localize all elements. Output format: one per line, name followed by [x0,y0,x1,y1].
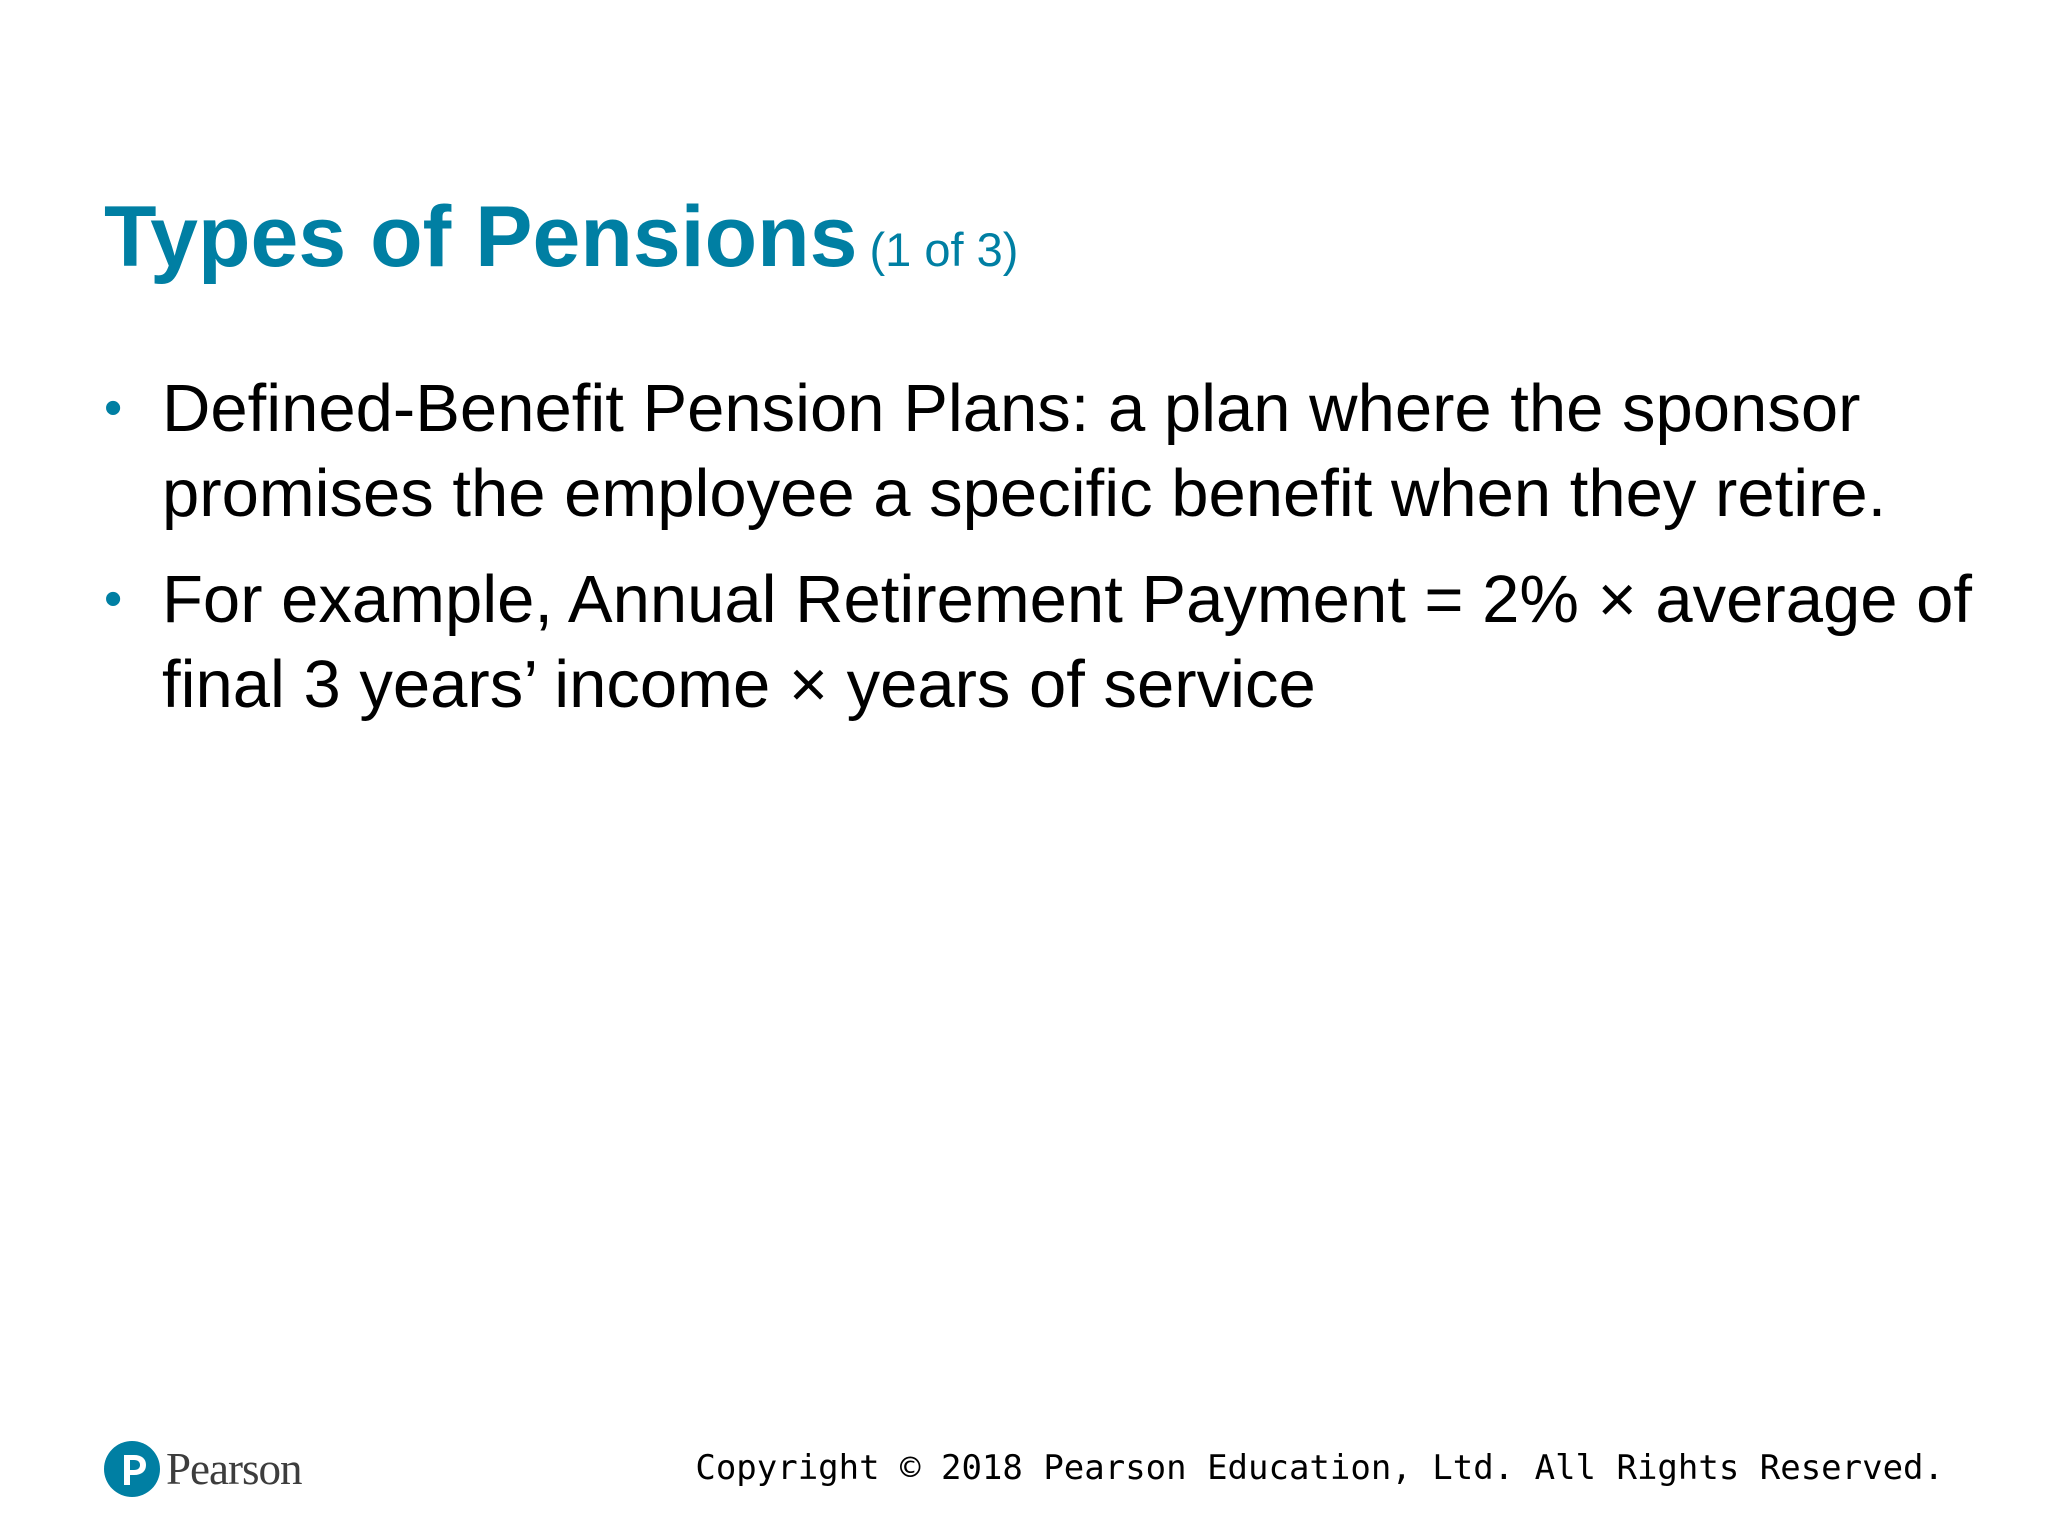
bullet-list [104,366,1984,748]
pearson-p-logo-icon [104,1441,160,1497]
bullet-text: Defined-Benefit Pension Plans: a plan where the sponsor promises the employee a specific benefit when they retire. [162,371,1887,531]
slide-title [104,190,1944,285]
title-page-indicator: (1 of 3) [869,223,1019,276]
pearson-logo [104,1437,301,1501]
bullet-text: For example, Annual Retirement Payment = 2% × average of final 3 years’ income × years of service [162,562,1972,722]
title-main: Types of Pensions [104,189,858,285]
copyright-notice: Copyright © 2018 Pearson Education, Ltd. All Rights Reserved. [695,1448,1944,1488]
bullet-item [104,557,1984,727]
bullet-marker: • [104,379,123,437]
logo-wordmark: Pearson [166,1444,302,1494]
bullet-item [104,366,1984,536]
bullet-marker: • [104,570,123,628]
